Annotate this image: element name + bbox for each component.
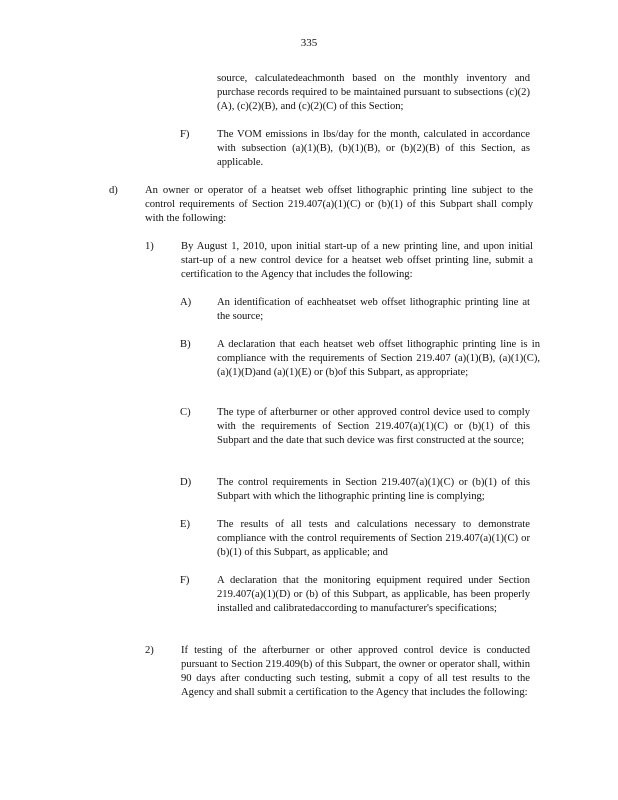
item-label-f-sub: F): [180, 575, 190, 586]
item-label-d: d): [109, 185, 118, 196]
continuation-paragraph: source, calculatedeachmonth based on the monthly inventory and purchase records required to be maintained pursuant to subsections (c)(2)(A), (c)(2)(B), and (c)(2)(C) of this Section;: [217, 73, 530, 112]
item-label-e: E): [180, 519, 190, 530]
item-label-f: F): [180, 129, 190, 140]
item-label-1: 1): [145, 241, 154, 252]
item-text-c: The type of afterburner or other approved control device used to comply with the requirements of Section 219.407(a)(1)(C) or (b)(1) of this Subpart and the date that such device was first constructed at the source;: [217, 407, 530, 446]
item-text-f-sub: A declaration that the monitoring equipment required under Section 219.407(a)(1)(D) or (b) of this Subpart, as applicable, has been properly installed and calibratedaccording to manufacturer's specifications;: [217, 575, 530, 614]
item-text-e: The results of all tests and calculations necessary to demonstrate compliance with the control requirements of Section 219.407(a)(1)(C) or (b)(1) of this Subpart, as applicable; and: [217, 519, 530, 558]
item-text-2: If testing of the afterburner or other approved control device is conducted pursuant to Section 219.409(b) of this Subpart, the owner or operator shall, within 90 days after conducting such testing, submit a copy of all test results to the Agency and shall submit a certification to the Agency that includes the following:: [181, 645, 530, 698]
item-label-c: C): [180, 407, 191, 418]
item-label-d-sub: D): [180, 477, 192, 488]
item-text-d-sub: The control requirements in Section 219.407(a)(1)(C) or (b)(1) of this Subpart with which the lithographic printing line is complying;: [217, 477, 530, 502]
item-label-a: A): [180, 297, 192, 308]
item-text-a: An identification of eachheatset web offset lithographic printing line at the source;: [217, 297, 530, 322]
item-text-f: The VOM emissions in lbs/day for the month, calculated in accordance with subsection (a)(1)(B), (b)(1)(B), or (b)(2)(B) of this Section, as applicable.: [217, 129, 530, 168]
item-text-d: An owner or operator of a heatset web offset lithographic printing line subject to the control requirements of Section 219.407(a)(1)(C) or (b)(1) of this Subpart shall comply with the following:: [145, 185, 533, 224]
item-text-b: A declaration that each heatset web offset lithographic printing line is in compliance with the requirements of Section 219.407 (a)(1)(B), (a)(1)(C), (a)(1)(D)and (a)(1)(E) or (b)of this Subpart, as appropriate;: [217, 339, 540, 378]
item-text-1: By August 1, 2010, upon initial start-up of a new printing line, and upon initial start-up of a new control device for a heatset web offset printing line, submit a certification to the Agency that includes the following:: [181, 241, 533, 280]
item-label-b: B): [180, 339, 191, 350]
page-number: 335: [300, 37, 318, 49]
item-label-2: 2): [145, 645, 154, 656]
